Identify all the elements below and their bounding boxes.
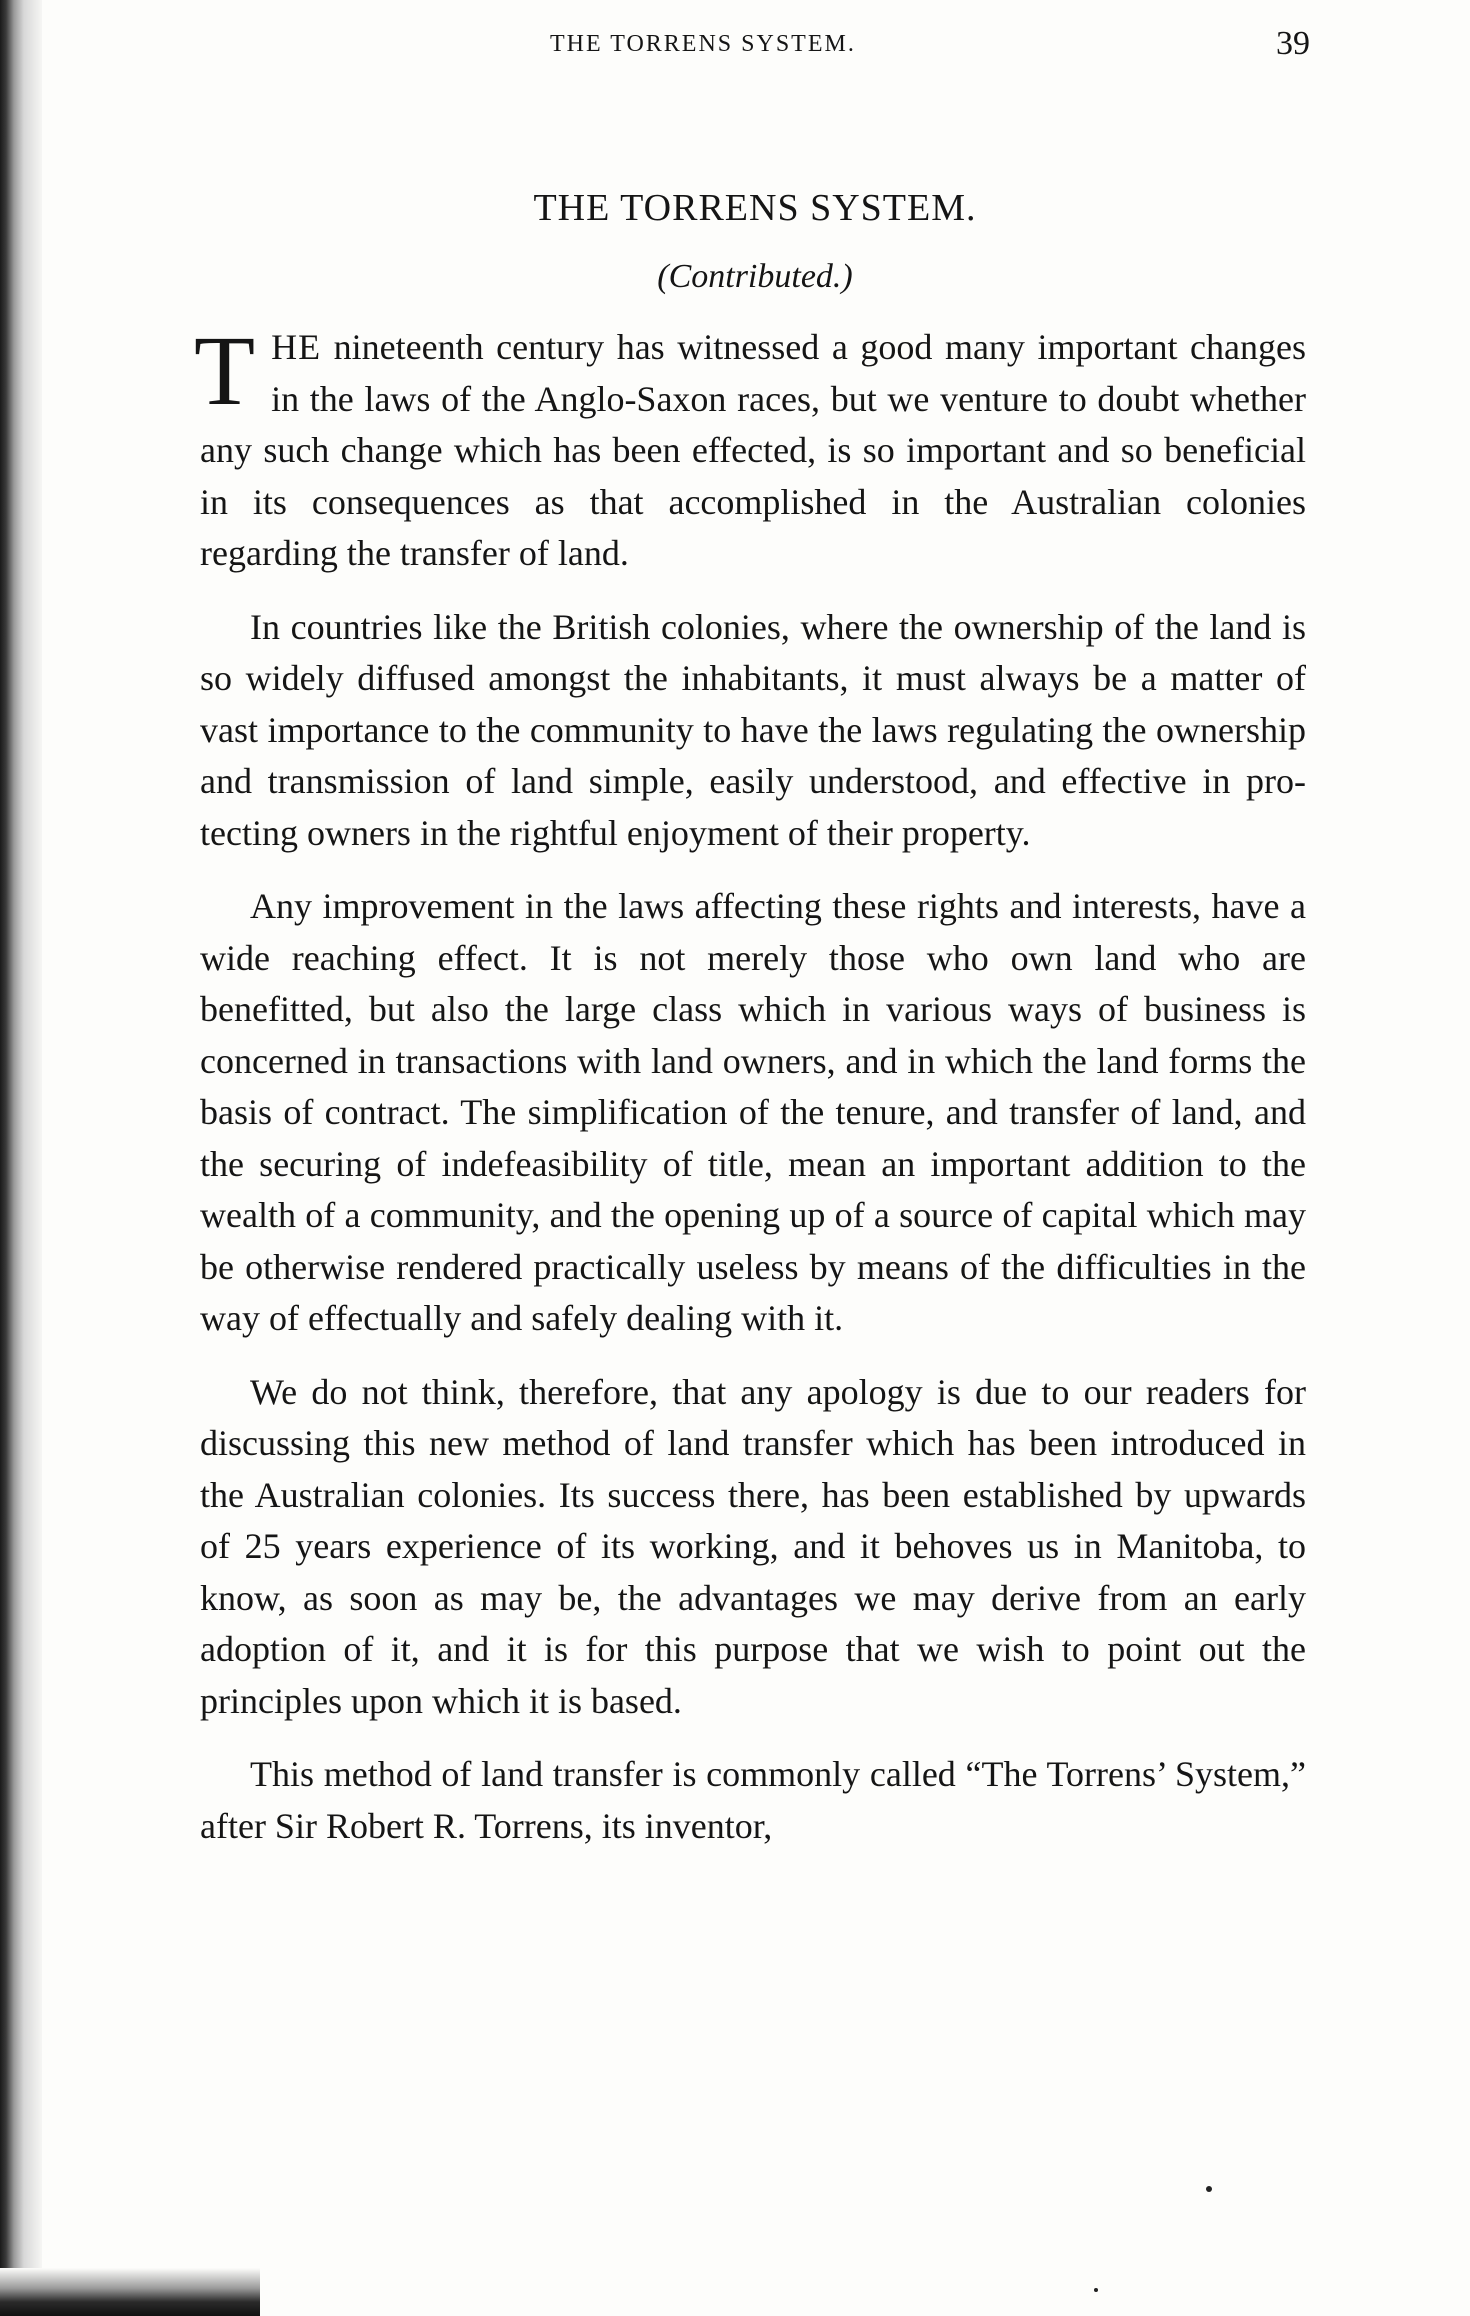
running-head-title: THE TORRENS SYSTEM. bbox=[550, 31, 856, 57]
article-byline: (Contributed.) bbox=[657, 258, 853, 295]
binding-edge bbox=[0, 0, 42, 2316]
paragraph-2: In countries like the British colonies, where the ownership of the land is so widely diffused amongst the inhabitants, it must always be a matter of vast importance to the community to have the laws regulating the ownership and transmission of land simple, easily understood, and effective in protecting owners in the rightful enjoyment of their property. bbox=[200, 606, 1306, 853]
paragraph-5: This method of land transfer is commonly called “The Torrens’ System,” after Sir Robert R. Torrens, its inventor, bbox=[200, 1754, 1306, 1846]
page-number: 39 bbox=[1276, 25, 1310, 62]
paragraph-4: We do not think, therefore, that any apology is due to our readers for discussing this new method of land transfer which has been introduced in the Australian colonies. Its success there, has been established by upwards of 25 years experience of its working, and it behoves us in Manitoba, to know, as soon as may be, the advantages we may derive from an early adoption of it, and it is for this purpose that we wish to point out the principles upon which it is based. bbox=[200, 1371, 1306, 1721]
article-body bbox=[194, 315, 1306, 1874]
paragraph-3: Any improvement in the laws affecting these rights and interests, have a wide reaching effect. It is not merely those who own land who are benefitted, but also the large class which in various ways of business is concerned in transactions with land owners, and in which the land forms the basis of contract. The simplification of the tenure, and transfer of land, and the securing of indefeasibility of title, mean an important addition to the wealth of a community, and the opening up of a source of capital which may be otherwise rendered practically useless by means of the difficulties in the way of effectually and safely dealing with it. bbox=[200, 886, 1306, 1338]
scan-speck bbox=[1206, 2186, 1212, 2192]
drop-cap: T bbox=[194, 315, 256, 426]
article-title: THE TORRENS SYSTEM. bbox=[533, 187, 977, 229]
running-head bbox=[200, 22, 1310, 66]
paragraph-1-text: nineteenth century has witnessed a good many important changes in the laws of the Anglo-Saxon races, but we venture to doubt whether any such change which has been effected, is so important and so beneficial in its consequences as that accomplished in the Australian colonies regarding the transfer of land. bbox=[200, 327, 1306, 573]
lead-word: HE bbox=[271, 327, 322, 367]
scan-speck bbox=[1094, 2288, 1098, 2292]
binding-edge-shadow bbox=[0, 2268, 260, 2316]
paragraph-1 bbox=[194, 315, 1306, 580]
